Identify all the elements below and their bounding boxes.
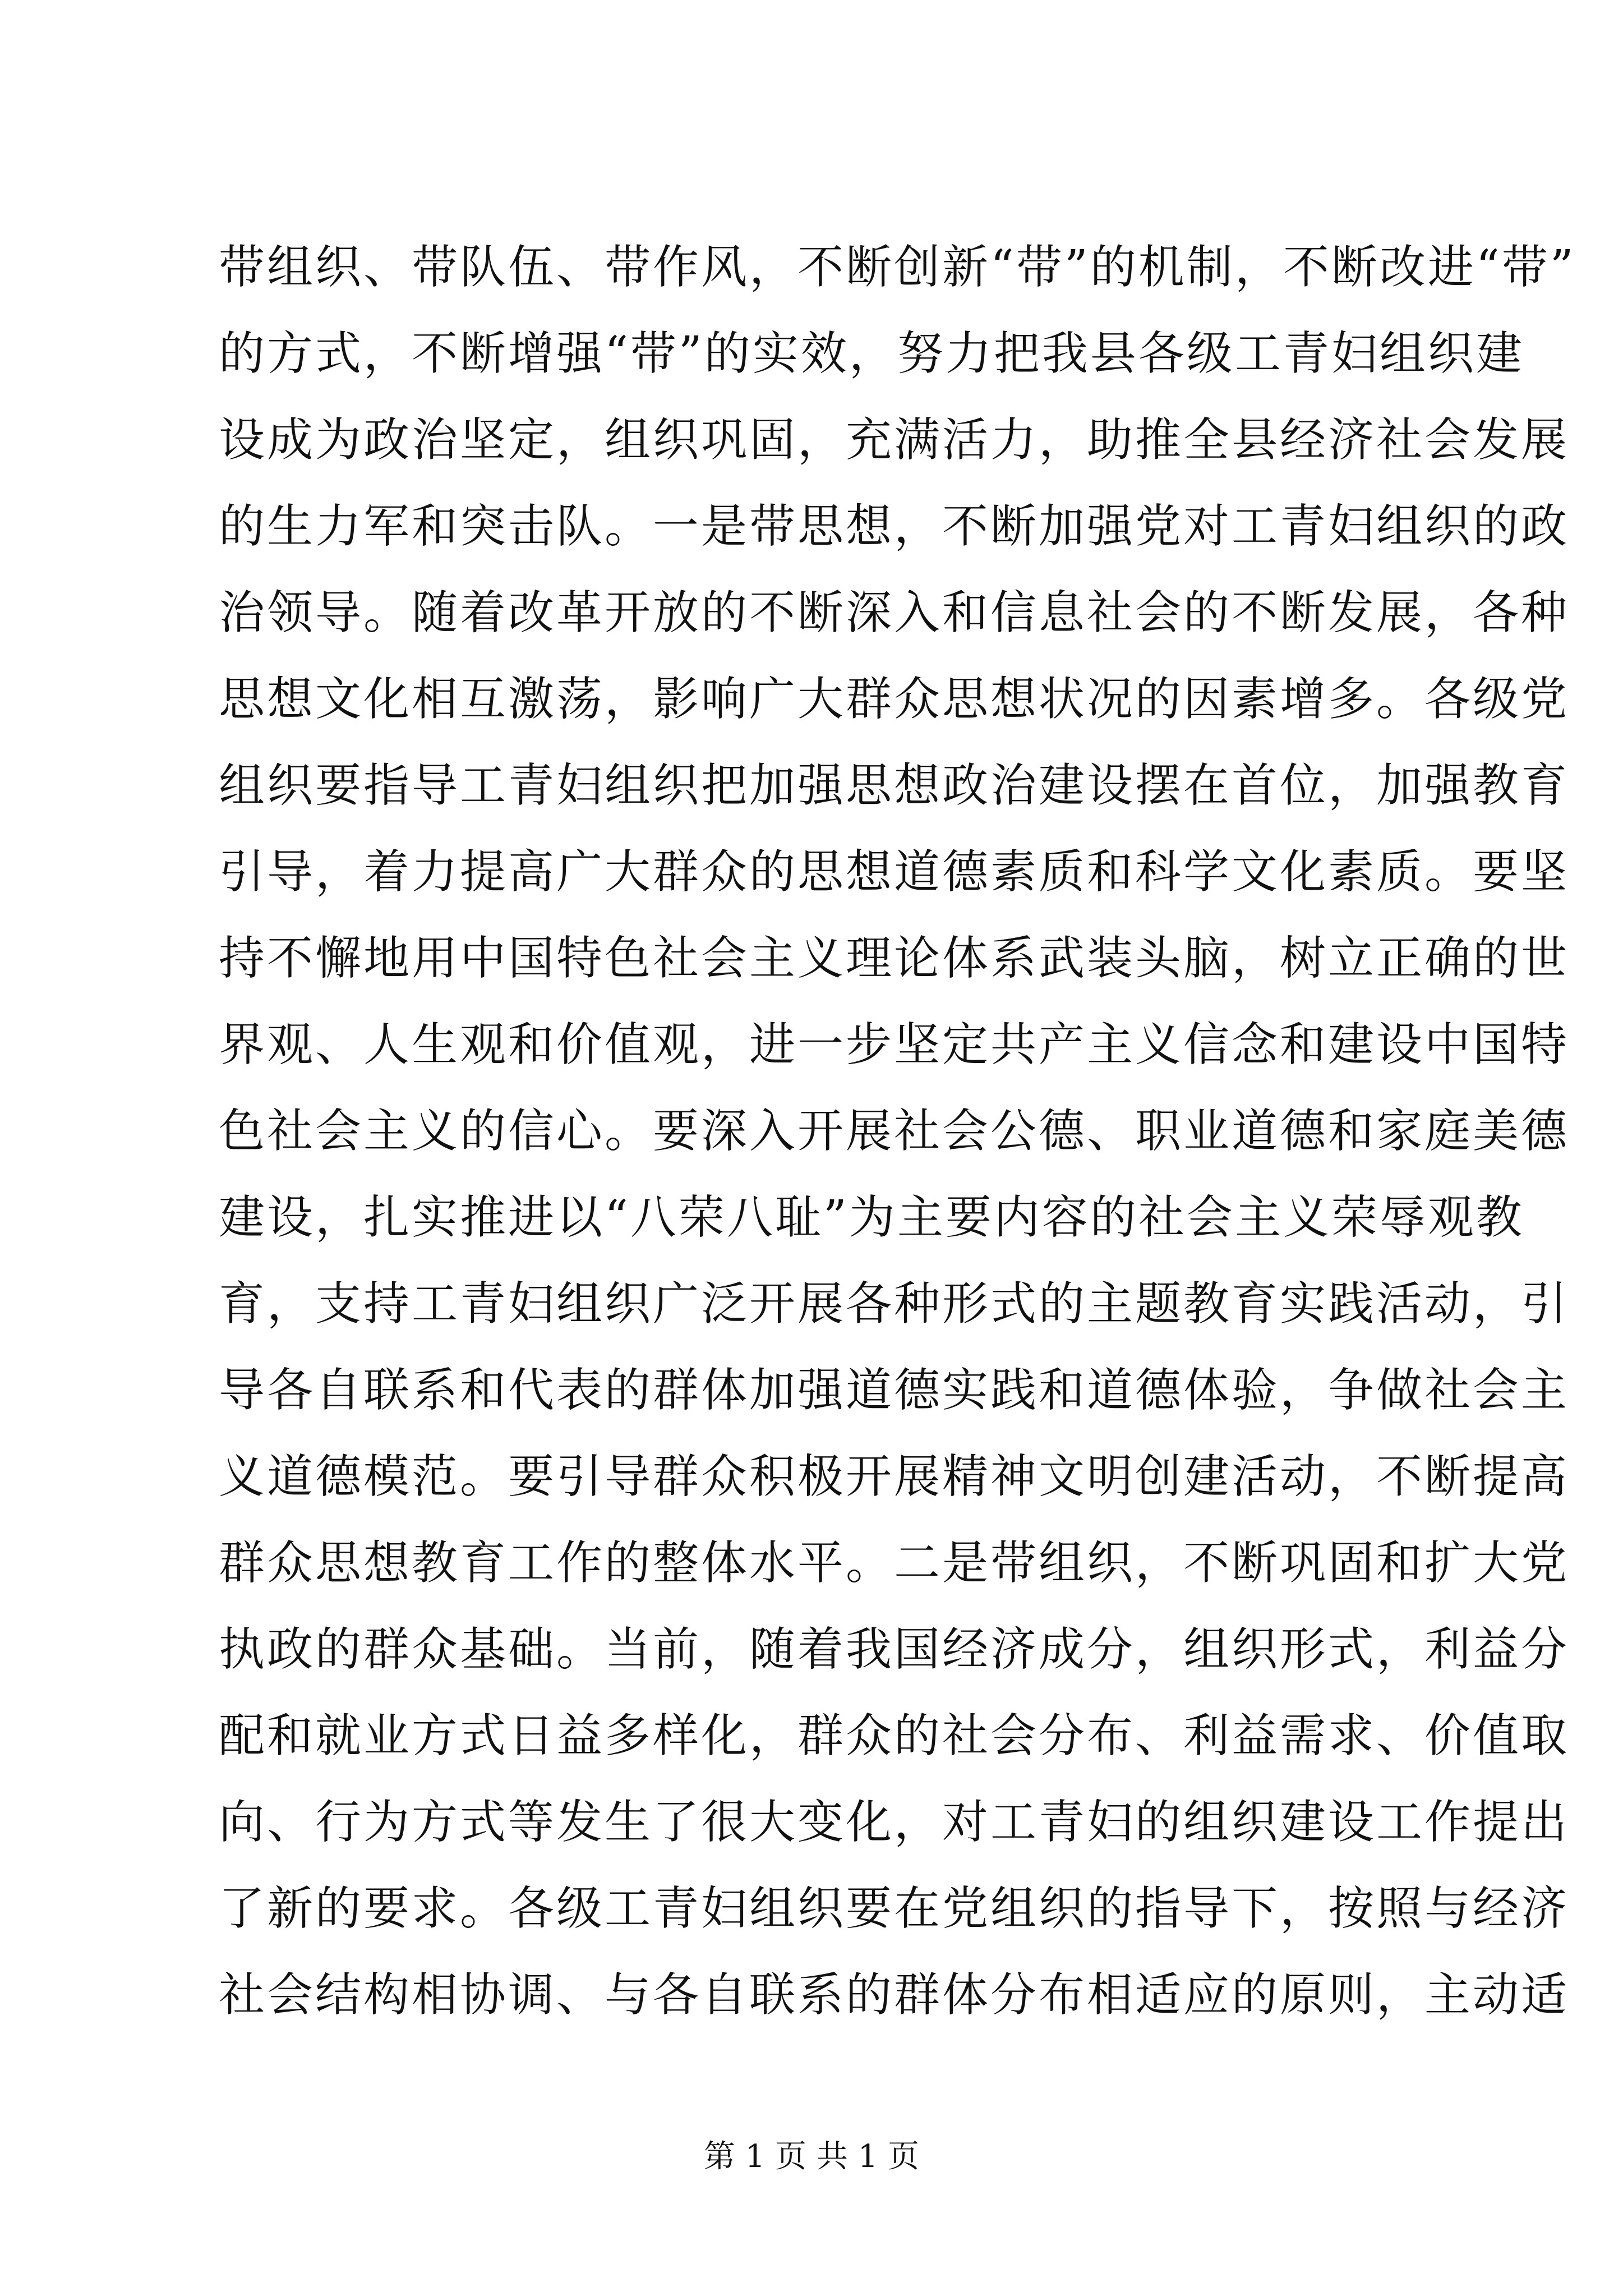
text-line: 带组织、带队伍、带作风，不断创新“带”的机制，不断改进“带” [219,241,1576,294]
text-line: 色社会主义的信心。要深入开展社会公德、职业道德和家庭美德 [219,1105,1570,1158]
text-line: 向、行为方式等发生了很大变化，对工青妇的组织建设工作提出 [219,1796,1570,1849]
text-line: 了新的要求。各级工青妇组织要在党组织的指导下，按照与经济 [219,1882,1570,1935]
text-line: 群众思想教育工作的整体水平。二是带组织，不断巩固和扩大党 [219,1536,1570,1590]
body-text [219,224,1576,2039]
text-line: 社会结构相协调、与各自联系的群体分布相适应的原则，主动适 [219,1968,1570,2022]
text-line: 设成为政治坚定，组织巩固，充满活力，助推全县经济社会发展 [219,413,1570,467]
text-line: 思想文化相互激荡，影响广大群众思想状况的因素增多。各级党 [219,673,1570,726]
text-line: 导各自联系和代表的群体加强道德实践和道德体验，争做社会主 [219,1364,1570,1417]
text-line: 引导，着力提高广大群众的思想道德素质和科学文化素质。要坚 [219,845,1570,899]
text-line: 界观、人生观和价值观，进一步坚定共产主义信念和建设中国特 [219,1018,1570,1071]
text-line: 治领导。随着改革开放的不断深入和信息社会的不断发展，各种 [219,586,1570,639]
text-line: 持不懈地用中国特色社会主义理论体系武装头脑，树立正确的世 [219,932,1570,985]
text-line: 组织要指导工青妇组织把加强思想政治建设摆在首位，加强教育 [219,759,1570,812]
text-line: 执政的群众基础。当前，随着我国经济成分，组织形式，利益分 [219,1623,1570,1676]
text-line: 的生力军和突击队。一是带思想，不断加强党对工青妇组织的政 [219,500,1570,553]
text-line: 建设，扎实推进以“八荣八耻”为主要内容的社会主义荣辱观教 [219,1191,1524,1244]
page-footer: 第 1 页 共 1 页 [703,2138,920,2175]
text-line: 育，支持工青妇组织广泛开展各种形式的主题教育实践活动，引 [219,1277,1570,1331]
text-line: 的方式，不断增强“带”的实效，努力把我县各级工青妇组织建 [219,327,1524,380]
text-line: 义道德模范。要引导群众积极开展精神文明创建活动，不断提高 [219,1450,1570,1503]
text-line: 配和就业方式日益多样化，群众的社会分布、利益需求、价值取 [219,1709,1570,1763]
